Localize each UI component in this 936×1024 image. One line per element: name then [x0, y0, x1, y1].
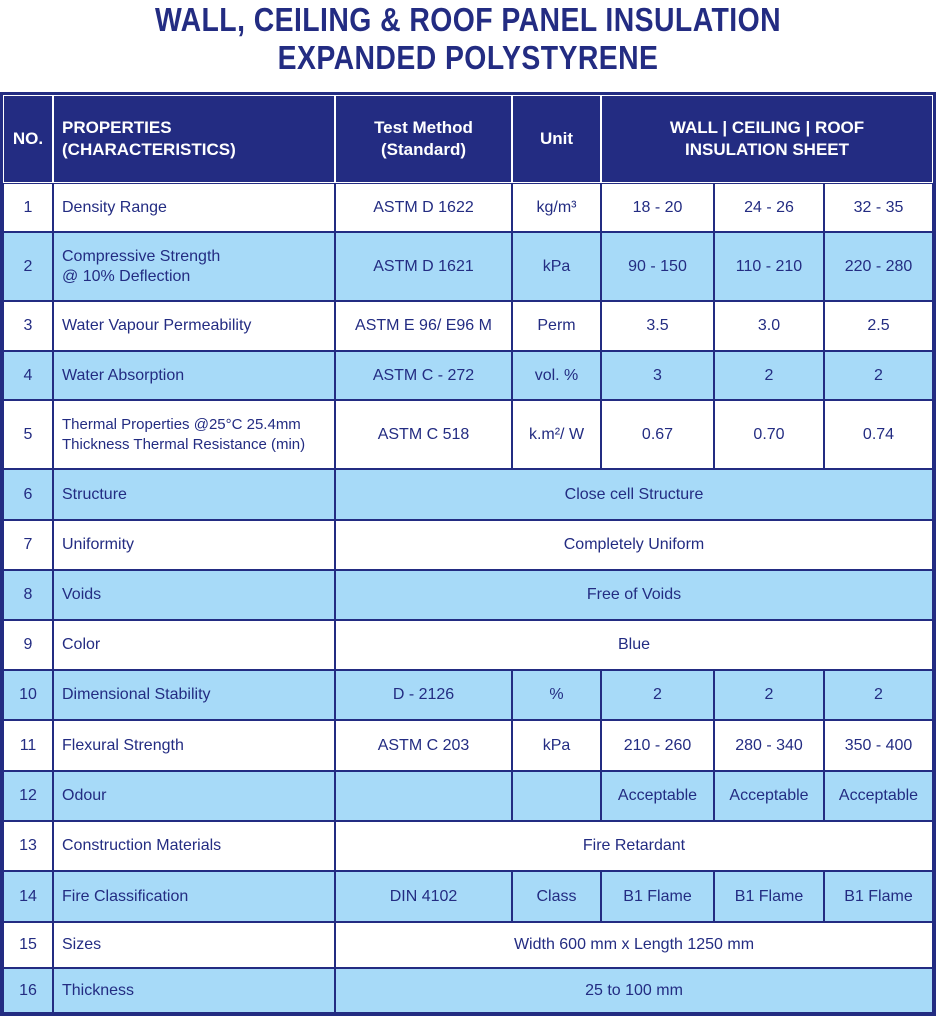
- test-method: ASTM C 518: [335, 400, 512, 469]
- property-name: Uniformity: [53, 520, 335, 570]
- value-2: Acceptable: [714, 771, 824, 821]
- property-name: Construction Materials: [53, 821, 335, 871]
- unit: k.m²/ W: [512, 400, 601, 469]
- value-2: 2: [714, 670, 824, 720]
- value-1: 210 - 260: [601, 720, 714, 771]
- header-properties: [53, 95, 335, 183]
- property-name: Odour: [53, 771, 335, 821]
- table-header-row: [3, 95, 933, 183]
- unit: %: [512, 670, 601, 720]
- header-sheet-line-2: INSULATION SHEET: [684, 140, 850, 159]
- header-sheet-line-1: WALL | CEILING | ROOF: [669, 118, 865, 137]
- merged-value: Close cell Structure: [335, 469, 933, 520]
- value-3: 350 - 400: [824, 720, 933, 771]
- unit: kPa: [512, 720, 601, 771]
- property-name: Flexural Strength: [53, 720, 335, 771]
- test-method: ASTM E 96/ E96 M: [335, 301, 512, 351]
- header-method-line-1: Test Method: [374, 118, 473, 137]
- test-method: DIN 4102: [335, 871, 512, 922]
- header-properties-line-1: PROPERTIES: [62, 118, 172, 137]
- table-row: [3, 232, 933, 301]
- test-method: ASTM D 1621: [335, 232, 512, 301]
- unit: kPa: [512, 232, 601, 301]
- property-name: Structure: [53, 469, 335, 520]
- header-method-line-2: (Standard): [381, 140, 466, 159]
- property-line-2: Thickness Thermal Resistance (min): [62, 435, 306, 453]
- unit: kg/m³: [512, 183, 601, 232]
- row-number: 6: [3, 469, 53, 520]
- header-test-method: [335, 95, 512, 183]
- value-1: Acceptable: [601, 771, 714, 821]
- test-method: ASTM D 1622: [335, 183, 512, 232]
- test-method: ASTM C 203: [335, 720, 512, 771]
- merged-value: Fire Retardant: [335, 821, 933, 871]
- properties-table: [0, 92, 936, 1016]
- table-row: [3, 520, 933, 570]
- value-1: 2: [601, 670, 714, 720]
- row-number: 10: [3, 670, 53, 720]
- table-row: [3, 968, 933, 1013]
- value-1: B1 Flame: [601, 871, 714, 922]
- table-row: [3, 670, 933, 720]
- value-3: B1 Flame: [824, 871, 933, 922]
- value-2: B1 Flame: [714, 871, 824, 922]
- unit: Perm: [512, 301, 601, 351]
- value-1: 0.67: [601, 400, 714, 469]
- value-1: 90 - 150: [601, 232, 714, 301]
- property-name: [53, 400, 335, 469]
- property-line-1: Compressive Strength: [62, 247, 221, 265]
- table-row: [3, 570, 933, 620]
- row-number: 5: [3, 400, 53, 469]
- property-name: Sizes: [53, 922, 335, 968]
- value-2: 2: [714, 351, 824, 400]
- header-insulation-sheet: [601, 95, 933, 183]
- row-number: 8: [3, 570, 53, 620]
- property-line-2: @ 10% Deflection: [62, 267, 191, 285]
- unit: [512, 771, 601, 821]
- value-3: 2: [824, 351, 933, 400]
- table-row: [3, 469, 933, 520]
- test-method: ASTM C - 272: [335, 351, 512, 400]
- property-name: Dimensional Stability: [53, 670, 335, 720]
- value-3: 2.5: [824, 301, 933, 351]
- property-name: Density Range: [53, 183, 335, 232]
- property-name: Water Absorption: [53, 351, 335, 400]
- value-3: 32 - 35: [824, 183, 933, 232]
- property-name: Voids: [53, 570, 335, 620]
- merged-value: Width 600 mm x Length 1250 mm: [335, 922, 933, 968]
- row-number: 1: [3, 183, 53, 232]
- value-2: 0.70: [714, 400, 824, 469]
- property-name: Water Vapour Permeability: [53, 301, 335, 351]
- value-1: 3.5: [601, 301, 714, 351]
- row-number: 14: [3, 871, 53, 922]
- test-method: D - 2126: [335, 670, 512, 720]
- table-row: [3, 922, 933, 968]
- property-name: Color: [53, 620, 335, 670]
- table-row: [3, 400, 933, 469]
- property-name: Fire Classification: [53, 871, 335, 922]
- row-number: 3: [3, 301, 53, 351]
- table-row: [3, 771, 933, 821]
- row-number: 13: [3, 821, 53, 871]
- row-number: 16: [3, 968, 53, 1013]
- row-number: 2: [3, 232, 53, 301]
- merged-value: 25 to 100 mm: [335, 968, 933, 1013]
- merged-value: Blue: [335, 620, 933, 670]
- value-2: 24 - 26: [714, 183, 824, 232]
- value-1: 18 - 20: [601, 183, 714, 232]
- table-row: [3, 720, 933, 771]
- property-name: [53, 232, 335, 301]
- value-2: 110 - 210: [714, 232, 824, 301]
- row-number: 9: [3, 620, 53, 670]
- row-number: 12: [3, 771, 53, 821]
- unit: vol. %: [512, 351, 601, 400]
- row-number: 15: [3, 922, 53, 968]
- row-number: 11: [3, 720, 53, 771]
- value-3: 220 - 280: [824, 232, 933, 301]
- header-no: NO.: [3, 95, 53, 183]
- unit: Class: [512, 871, 601, 922]
- table-row: [3, 871, 933, 922]
- value-2: 3.0: [714, 301, 824, 351]
- value-3: Acceptable: [824, 771, 933, 821]
- property-name: Thickness: [53, 968, 335, 1013]
- title-line-2: EXPANDED POLYSTYRENE: [277, 39, 659, 76]
- table-row: [3, 183, 933, 232]
- value-2: 280 - 340: [714, 720, 824, 771]
- property-line-1: Thermal Properties @25°C 25.4mm: [62, 415, 301, 433]
- row-number: 7: [3, 520, 53, 570]
- merged-value: Completely Uniform: [335, 520, 933, 570]
- value-1: 3: [601, 351, 714, 400]
- header-properties-line-2: (CHARACTERISTICS): [62, 140, 236, 159]
- table-row: [3, 620, 933, 670]
- table-row: [3, 351, 933, 400]
- header-unit: Unit: [512, 95, 601, 183]
- title-line-1: WALL, CEILING & ROOF PANEL INSULATION: [154, 1, 782, 38]
- value-3: 2: [824, 670, 933, 720]
- value-3: 0.74: [824, 400, 933, 469]
- test-method: [335, 771, 512, 821]
- row-number: 4: [3, 351, 53, 400]
- merged-value: Free of Voids: [335, 570, 933, 620]
- table-row: [3, 301, 933, 351]
- table-row: [3, 821, 933, 871]
